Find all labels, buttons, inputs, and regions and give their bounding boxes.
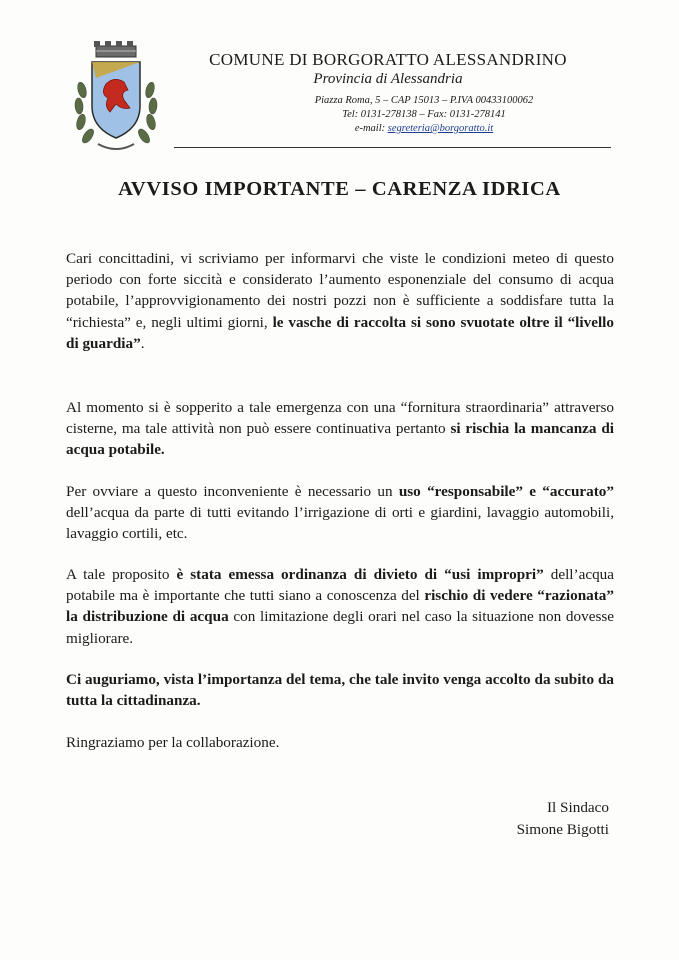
p4-text-e: con limitazione degli orari nel caso la situazione non dovesse migliorare.	[66, 608, 615, 647]
municipality-name: COMUNE DI BORGORATTO ALESSANDRINO	[209, 50, 567, 69]
paragraph-2	[66, 397, 614, 461]
email-label: e-mail:	[354, 123, 386, 134]
p5-bold: Ci auguriamo, vista l’importanza del tema, che tale invito venga accolto da subito da tutta la cittadinanza.	[66, 671, 614, 710]
paragraph-4	[66, 564, 614, 649]
signature-block	[517, 797, 609, 841]
p1-text-a: Cari concittadini, vi scriviamo per informarvi che viste le condizioni meteo di questo periodo con forte siccità e considerato l’aumento esponenziale del consumo di acqua potabile, l’approvvigionamento dei nostri pozzi non è sufficiente a soddisfare tutta la “richiesta” e, negli ultimi giorni,	[66, 250, 614, 331]
province-name: Provincia di Alessandria	[313, 71, 463, 87]
paragraph-1	[66, 248, 614, 354]
p3-bold: uso “responsabile” e “accurato”	[398, 483, 614, 500]
p4-text-c: dell’acqua potabile ma è importante che tutti siano a conoscenza del	[66, 566, 614, 605]
p1-text-c: .	[140, 334, 145, 352]
municipal-crest-image	[68, 38, 164, 156]
email-line	[178, 122, 598, 136]
crown-icon	[94, 41, 136, 57]
p6-text: Ringraziamo per la collaborazione.	[66, 734, 280, 751]
p4-text-a: A tale proposito	[66, 566, 177, 583]
p2-bold: si rischia la mancanza di acqua potabile.	[66, 420, 614, 459]
letterhead-divider	[174, 147, 611, 148]
address-line: Piazza Roma, 5 – CAP 15013 – P.IVA 00433100062	[314, 95, 534, 106]
notice-title: AVVISO IMPORTANTE – CARENZA IDRICA	[118, 178, 561, 200]
p2-text-a: Al momento si è sopperito a tale emergenza con una “fornitura straordinaria” attraverso cisterne, ma tale attività non può essere continuativa pertanto	[66, 399, 614, 438]
p4-bold-1: è stata emessa ordinanza di divieto di “usi impropri”	[176, 566, 544, 583]
letterhead	[178, 50, 598, 136]
p4-bold-2: rischio di vedere “razionata” la distribuzione di acqua	[66, 587, 614, 626]
paragraph-5	[66, 669, 614, 711]
email-link[interactable]: segreteria@borgoratto.it	[387, 123, 494, 134]
p1-bold: le vasche di raccolta si sono svuotate oltre il “livello di guardia”	[66, 313, 614, 352]
p3-text-c: dell’acqua da parte di tutti evitando l’irrigazione di orti e giardini, lavaggio automobili, lavaggio cortili, etc.	[66, 504, 614, 543]
shield-icon	[92, 62, 140, 138]
signer-name: Simone Bigotti	[516, 821, 609, 838]
paragraph-3	[66, 481, 614, 545]
p3-text-a: Per ovviare a questo inconveniente è necessario un	[66, 483, 399, 500]
phone-fax-line: Tel: 0131-278138 – Fax: 0131-278141	[342, 109, 506, 120]
paragraph-6	[66, 732, 614, 753]
signer-role: Il Sindaco	[546, 799, 609, 816]
